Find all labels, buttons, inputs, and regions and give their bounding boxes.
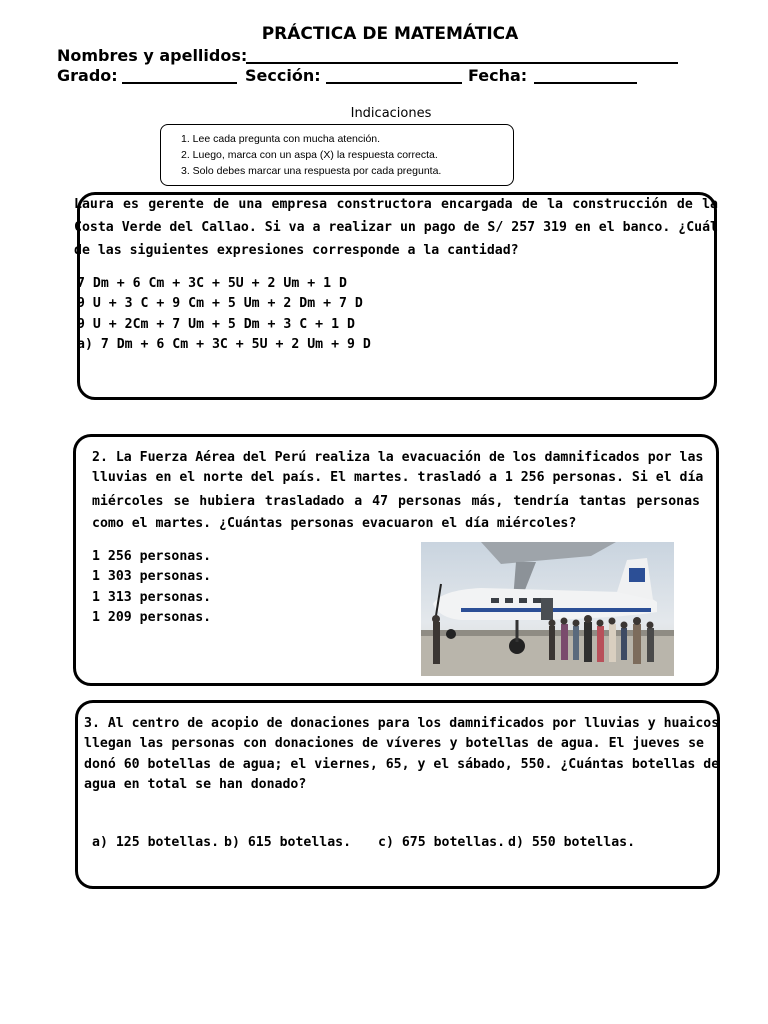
question-3-option-b[interactable]: b) 615 botellas. (224, 835, 352, 850)
question-3-line: agua en total se han donado? (84, 777, 307, 792)
section-label: Sección: (245, 66, 321, 85)
question-3-option-c[interactable]: c) 675 botellas. (378, 835, 506, 850)
grade-label: Grado: (57, 66, 118, 85)
date-field[interactable] (534, 82, 637, 84)
section-field[interactable] (326, 82, 462, 84)
question-3-option-a[interactable]: a) 125 botellas. (92, 835, 220, 850)
question-2-line: como el martes. ¿Cuántas personas evacuaron el día miércoles? (92, 516, 577, 531)
grade-field[interactable] (122, 82, 237, 84)
question-2-line: lluvias en el norte del país. El martes. trasladó a 1 256 personas. Si el día (92, 470, 704, 485)
question-2-option[interactable]: 1 256 personas. (92, 549, 212, 564)
date-label: Fecha: (468, 66, 528, 85)
instructions-box (160, 124, 514, 186)
instructions-title: Indicaciones (350, 106, 432, 121)
question-3-line: donó 60 botellas de agua; el viernes, 65, y el sábado, 550. ¿Cuántas botellas de (84, 757, 720, 772)
question-3-option-d[interactable]: d) 550 botellas. (508, 835, 636, 850)
question-2-line: 2. La Fuerza Aérea del Perú realiza la evacuación de los damnificados por las (92, 450, 704, 465)
names-label: Nombres y apellidos: (57, 46, 248, 65)
page-title: PRÁCTICA DE MATEMÁTICA (261, 24, 519, 44)
airplane-evacuation-photo (421, 542, 674, 676)
question-2-option[interactable]: 1 209 personas. (92, 610, 212, 625)
question-1-option[interactable]: 9 U + 3 C + 9 Cm + 5 Um + 2 Dm + 7 D (77, 296, 363, 311)
question-3-line: llegan las personas con donaciones de víveres y botellas de agua. El jueves se (84, 736, 704, 751)
question-1-option[interactable]: 7 Dm + 6 Cm + 3C + 5U + 2 Um + 1 D (77, 276, 347, 291)
question-2-option[interactable]: 1 303 personas. (92, 569, 212, 584)
question-2-line: miércoles se hubiera trasladado a 47 personas más, tendría tantas personas (92, 494, 700, 509)
question-1-line: Costa Verde del Callao. Si va a realizar un pago de S/ 257 319 en el banco. ¿Cuál (74, 220, 718, 235)
names-field[interactable] (246, 62, 678, 64)
question-1-option[interactable]: a) 7 Dm + 6 Cm + 3C + 5U + 2 Um + 9 D (77, 337, 371, 352)
instruction-item: 3. Solo debes marcar una respuesta por cada pregunta. (181, 165, 442, 177)
instruction-item: 2. Luego, marca con un aspa (X) la respuesta correcta. (181, 149, 438, 161)
question-1-line: de las siguientes expresiones corresponde a la cantidad? (74, 243, 519, 258)
question-1-option[interactable]: 9 U + 2Cm + 7 Um + 5 Dm + 3 C + 1 D (77, 317, 355, 332)
question-3-line: 3. Al centro de acopio de donaciones para los damnificados por lluvias y huaicos (84, 716, 720, 731)
question-1-line: Laura es gerente de una empresa constructora encargada de la construcción de la (74, 197, 718, 212)
instruction-item: 1. Lee cada pregunta con mucha atención. (181, 133, 381, 145)
question-2-option[interactable]: 1 313 personas. (92, 590, 212, 605)
